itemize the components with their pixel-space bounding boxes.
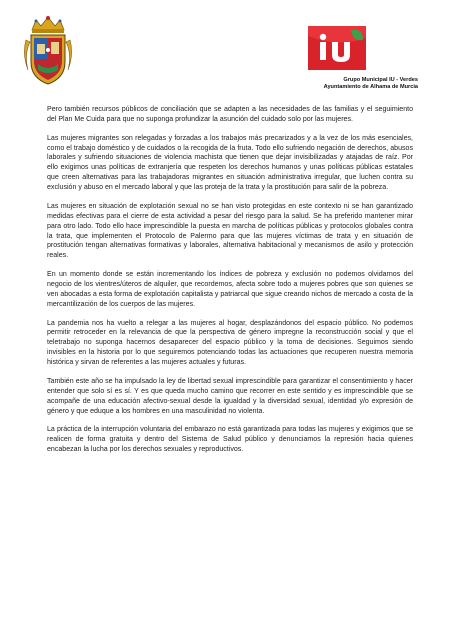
paragraph: Las mujeres migrantes son relegadas y forzadas a los trabajos más precarizados y a la vez de los más esenciales, como el trabajo doméstico y de cuidados o la recogida de la fruta. Todo ello sufriendo negación de derechos, abusos laborales y sufriendo situaciones de violencia machista que tienen que dejar invisibilizadas y atajadas de raíz. Por ello exigimos unas políticas de extranjería que respeten los derechos humanos y unas políticas públicas estatales que creen alternativas para las trabajadoras migrantes en situación administrativa irregular, que luchen contra su exclusión y abuso en el mercado laboral y que las proteja de la trata y la prostitución para salir de la pobreza. — [47, 134, 413, 192]
paragraph: Las mujeres en situación de explotación sexual no se han visto protegidas en este contexto ni se han garantizado medidas efectivas para el cierre de esta actividad a pesar del riesgo para la salud. Se ha preferido mantener mirar para otro lado. Todo ello hace imprescindible la puesta en marcha de políticas públicas y protocolos globales contra la trata, que implementen el Protocolo de Palermo para que las mujeres víctimas de trata y en situación de prostitución tengan alternativas formativas y laborales, alternativa habitacional y mecanismos de asilo y protección reales. — [47, 202, 413, 260]
group-name — [222, 77, 418, 91]
group-title: Grupo Municipal IU - Verdes — [343, 77, 418, 83]
iu-logo — [299, 20, 375, 76]
paragraph: También este año se ha impulsado la ley de libertad sexual imprescindible para garantizar el consentimiento y hacer entender que solo sí es sí. Y es que queda mucho camino que recorrer en este sentido y es imprescindible que se acompañe de una educación afectivo-sexual desde la igualdad y la diversidad sexual, identidad y/o expresión de género y que eduque a los hombres en una masculinidad no violenta. — [47, 377, 413, 415]
iu-logo-icon — [299, 20, 375, 76]
paragraph: En un momento donde se están incrementando los índices de pobreza y exclusión no podemos olvidarnos del negocio de los vientres/úteros de alquiler, que recordemos, afecta sobre todo a mujeres pobres que son quienes se ven abocadas a esta forma de explotación capitalista y patriarcal que sigue creando nichos de mercado a costa de la mercantilización de los cuerpos de las mujeres. — [47, 271, 413, 308]
paragraph: La pandemia nos ha vuelto a relegar a las mujeres al hogar, desplazándonos del espacio público. No podemos permitir retroceder en la relevancia de que la perspectiva de género impregne la reconstrucción social y que el teletrabajo no suponga hacernos desaparecer del espacio público y la toma de decisiones. Seguimos siendo invisibles en la historia por lo que seguiremos potenciando todas las actuaciones que recuperen nuestra memoria histórica y sirvan de referentes a las mujeres actuales y futuras. — [47, 319, 413, 367]
paragraph: Pero también recursos públicos de conciliación que se adapten a las necesidades de las familias y el seguimiento del Plan Me Cuida para que no suponga profundizar la asunción del cuidado solo por las mujeres. — [47, 106, 413, 123]
council-name: Ayuntamiento de Alhama de Murcia — [323, 84, 418, 90]
paragraph: La práctica de la interrupción voluntaria del embarazo no está garantizada para todas las mujeres y exigimos que se realicen de forma gratuita y dentro del Sistema de Salud público y denunciamos la represión hacia quienes encabezan la lucha por los derechos sexuales y reproductivos. — [47, 426, 413, 454]
municipal-crest — [22, 14, 74, 88]
document-body — [47, 105, 413, 464]
crest-icon — [22, 14, 74, 88]
